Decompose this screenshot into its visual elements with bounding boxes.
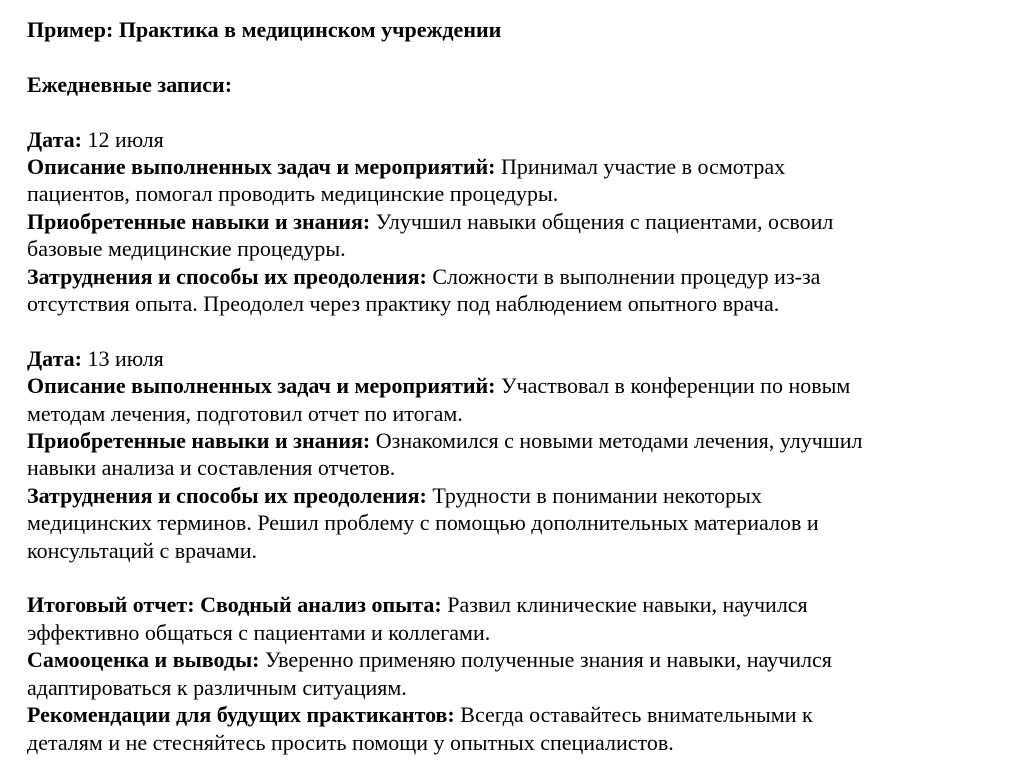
spacer xyxy=(27,43,1002,70)
entry-difficulties-continued: отсутствия опыта. Преодолел через практику под наблюдением опытного врача. xyxy=(27,291,780,317)
entry-difficulties-text: Трудности в понимании некоторых xyxy=(432,482,762,508)
spacer xyxy=(27,98,1002,125)
document-page xyxy=(27,16,1002,756)
self-assessment-continued: адаптироваться к различным ситуациям. xyxy=(27,674,407,700)
entry-skills-continued: навыки анализа и составления отчетов. xyxy=(27,455,396,481)
entry-skills-label: Приобретенные навыки и знания: xyxy=(27,428,371,454)
self-assessment-line xyxy=(27,646,1002,673)
daily-entry xyxy=(27,126,1002,318)
entry-difficulties-text: Сложности в выполнении процедур из-за xyxy=(432,263,821,289)
entry-tasks-continued: пациентов, помогал проводить медицинские процедуры. xyxy=(27,181,559,207)
entry-tasks-text: Участвовал в конференции по новым xyxy=(501,373,851,399)
entry-skills-label: Приобретенные навыки и знания: xyxy=(27,208,371,234)
analysis-text: Развил клинические навыки, научился xyxy=(447,592,808,618)
entry-date: 13 июля xyxy=(87,345,164,371)
entry-skills-continued: базовые медицинские процедуры. xyxy=(27,236,346,262)
entry-tasks-line xyxy=(27,153,1002,180)
recommendations-line xyxy=(27,701,1002,728)
final-report xyxy=(27,591,1002,755)
entry-tasks-label: Описание выполненных задач и мероприятий: xyxy=(27,373,496,399)
spacer xyxy=(27,317,1002,344)
entry-date-line xyxy=(27,126,1002,153)
entry-date-label: Дата: xyxy=(27,345,82,371)
document-title: Пример: Практика в медицинском учреждении xyxy=(27,17,502,42)
entry-date: 12 июля xyxy=(87,126,164,152)
self-assessment-text: Уверенно применяю полученные знания и навыки, научился xyxy=(265,647,832,673)
entry-difficulties-label: Затруднения и способы их преодоления: xyxy=(27,482,427,508)
analysis-label: Сводный анализ опыта: xyxy=(200,592,442,618)
self-assessment-label: Самооценка и выводы: xyxy=(27,647,260,673)
daily-entry xyxy=(27,345,1002,564)
entry-difficulties-continued: консультаций с врачами. xyxy=(27,537,258,563)
recommendations-label: Рекомендации для будущих практикантов: xyxy=(27,702,455,728)
entry-skills-line xyxy=(27,427,1002,454)
recommendations-continued: деталям и не стесняйтесь просить помощи у опытных специалистов. xyxy=(27,729,674,755)
entry-difficulties-label: Затруднения и способы их преодоления: xyxy=(27,263,427,289)
entry-date-line xyxy=(27,345,1002,372)
entry-skills-line xyxy=(27,208,1002,235)
report-analysis-line xyxy=(27,591,1002,618)
report-label: Итоговый отчет: xyxy=(27,592,195,618)
entry-tasks-label: Описание выполненных задач и мероприятий: xyxy=(27,154,496,179)
analysis-continued: эффективно общаться с пациентами и коллегами. xyxy=(27,619,491,645)
recommendations-text: Всегда оставайтесь внимательными к xyxy=(460,702,813,728)
entry-skills-text: Улучшил навыки общения с пациентами, освоил xyxy=(375,208,834,234)
entry-difficulties-line xyxy=(27,482,1002,509)
spacer xyxy=(27,564,1002,591)
entry-tasks-text: Принимал участие в осмотрах xyxy=(501,154,786,179)
entry-tasks-continued: методам лечения, подготовил отчет по итогам. xyxy=(27,400,463,426)
entry-difficulties-continued: медицинских терминов. Решил проблему с помощью дополнительных материалов и xyxy=(27,510,819,536)
entry-tasks-line xyxy=(27,372,1002,399)
entry-date-label: Дата: xyxy=(27,126,82,152)
entry-skills-text: Ознакомился с новыми методами лечения, улучшил xyxy=(375,428,863,454)
daily-records-heading: Ежедневные записи: xyxy=(27,71,233,97)
entry-difficulties-line xyxy=(27,263,1002,290)
